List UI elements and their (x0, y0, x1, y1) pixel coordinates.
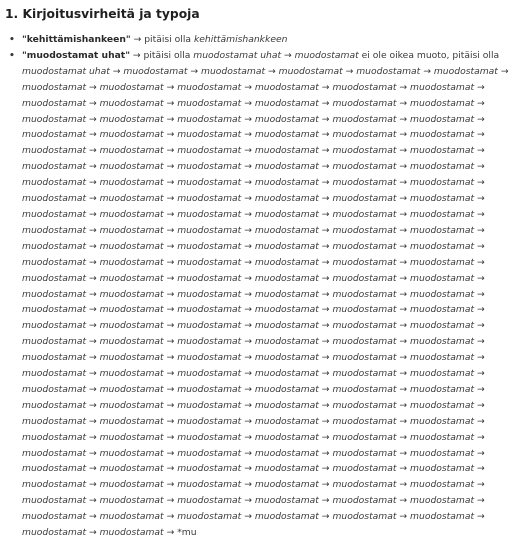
bullet-text-line: muodostamat → muodostamat → muodostamat → muodostamat → muodostamat → muodostamat → (22, 145, 485, 157)
bullet-text-line: muodostamat → muodostamat → muodostamat → muodostamat → muodostamat → muodostamat → (22, 415, 485, 427)
bullet-text-line: muodostamat → muodostamat → muodostamat → muodostamat → muodostamat → muodostamat → (22, 304, 485, 316)
bullet-text-line: muodostamat → muodostamat → muodostamat → muodostamat → muodostamat → muodostamat → (22, 368, 485, 380)
bullet-text-line: muodostamat → muodostamat → muodostamat → muodostamat → muodostamat → muodostamat → (22, 288, 485, 300)
bullet-text-line: muodostamat → muodostamat → muodostamat → muodostamat → muodostamat → muodostamat → (22, 256, 485, 268)
bullet-text-line: muodostamat → muodostamat → *mu (22, 527, 197, 539)
bullet-text-line: muodostamat → muodostamat → muodostamat → muodostamat → muodostamat → muodostamat → (22, 113, 485, 125)
bullet-list (5, 32, 509, 541)
bullet-text-line: muodostamat → muodostamat → muodostamat → muodostamat → muodostamat → muodostamat → (22, 193, 485, 205)
bullet-text-line: muodostamat → muodostamat → muodostamat → muodostamat → muodostamat → muodostamat → (22, 447, 485, 459)
bullet-text-line: "kehittämishankeen" → pitäisi olla kehittämishankkeen (22, 34, 288, 45)
bullet-text-line: muodostamat → muodostamat → muodostamat → muodostamat → muodostamat → muodostamat → (22, 479, 485, 491)
bullet-marker: • (9, 34, 15, 45)
bullet-text-line: muodostamat → muodostamat → muodostamat → muodostamat → muodostamat → muodostamat → (22, 431, 485, 443)
bullet-item (5, 32, 443, 48)
bullet-text-line: muodostamat → muodostamat → muodostamat → muodostamat → muodostamat → muodostamat → (22, 511, 485, 523)
bullet-text-line: muodostamat → muodostamat → muodostamat → muodostamat → muodostamat → muodostamat → (22, 97, 485, 109)
bullet-text-line: muodostamat → muodostamat → muodostamat → muodostamat → muodostamat → muodostamat → (22, 463, 485, 475)
bullet-text-line: "muodostamat uhat" → pitäisi olla muodostamat uhat → muodostamat ei ole oikea muoto, pitäisi olla (22, 49, 500, 61)
bullet-item (5, 48, 509, 541)
section-heading: 1. Kirjoitusvirheitä ja typoja (5, 7, 200, 21)
bullet-text-line: muodostamat → muodostamat → muodostamat → muodostamat → muodostamat → muodostamat → (22, 399, 485, 411)
bullet-text-line: muodostamat → muodostamat → muodostamat → muodostamat → muodostamat → muodostamat → (22, 129, 485, 141)
bullet-marker: • (9, 49, 15, 61)
bullet-text-line: muodostamat → muodostamat → muodostamat → muodostamat → muodostamat → muodostamat → (22, 336, 485, 348)
bullet-text-line: muodostamat uhat → muodostamat → muodostamat → muodostamat → muodostamat → muodostamat → (22, 65, 509, 77)
bullet-text-line: muodostamat → muodostamat → muodostamat → muodostamat → muodostamat → muodostamat → (22, 81, 485, 93)
bullet-text-line: muodostamat → muodostamat → muodostamat → muodostamat → muodostamat → muodostamat → (22, 177, 485, 189)
bullet-text-line: muodostamat → muodostamat → muodostamat → muodostamat → muodostamat → muodostamat → (22, 224, 485, 236)
bullet-text-line: muodostamat → muodostamat → muodostamat → muodostamat → muodostamat → muodostamat → (22, 272, 485, 284)
bullet-text-line: muodostamat → muodostamat → muodostamat → muodostamat → muodostamat → muodostamat → (22, 495, 485, 507)
bullet-text-line: muodostamat → muodostamat → muodostamat → muodostamat → muodostamat → muodostamat → (22, 240, 485, 252)
bullet-text-line: muodostamat → muodostamat → muodostamat → muodostamat → muodostamat → muodostamat → (22, 208, 485, 220)
bullet-text-line: muodostamat → muodostamat → muodostamat → muodostamat → muodostamat → muodostamat → (22, 352, 485, 364)
bullet-text-line: muodostamat → muodostamat → muodostamat → muodostamat → muodostamat → muodostamat → (22, 161, 485, 173)
bullet-text-line: muodostamat → muodostamat → muodostamat → muodostamat → muodostamat → muodostamat → (22, 320, 485, 332)
bullet-text-line: muodostamat → muodostamat → muodostamat → muodostamat → muodostamat → muodostamat → (22, 383, 485, 395)
